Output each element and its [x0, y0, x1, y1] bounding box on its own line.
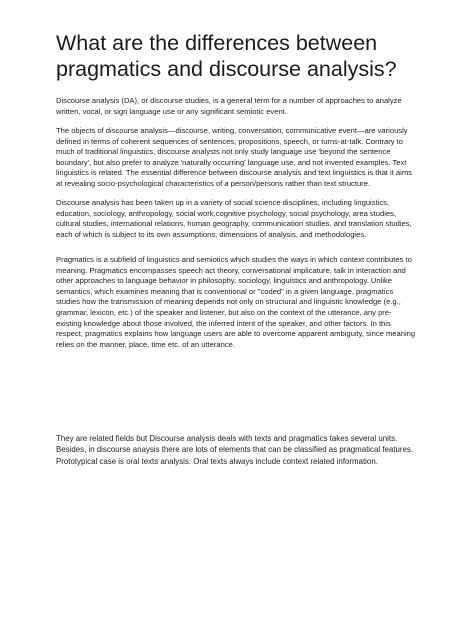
page-title: What are the differences between pragmatics and discourse analysis?: [56, 31, 397, 81]
paragraph-discourse-objects: The objects of discourse analysis—discourse, writing, conversation, communicative event—are variously defined in terms of coherent sequences of sentences, propositions, speech, or turns-at-talk. Contrary to much of traditional linguistics, discourse analysts not only study language use 'beyond the sentence boundary', but also prefer to analyze 'naturally occurring' language use, and not invented examples. Text linguistics is related. The essential difference between discourse analysis and text linguistics is that it aims at revealing socio-psychological characteristics of a person/persons rather than text structure.: [56, 126, 412, 188]
paragraph-discourse-disciplines: Discourse analysis has been taken up in a variety of social science disciplines, including linguistics, education, sociology, anthropology, social work,cognitive psychology, social psychology, area studies, cultural studies, international relations, human geography, communication studies, and translation studies, each of which is subject to its own assumptions, dimensions of analysis, and methodologies.: [56, 198, 412, 239]
paragraph-pragmatics-definition: Pragmatics is a subfield of linguistics and semiotics which studies the ways in which context contributes to meaning. Pragmatics encompasses speech act theory, conversational implicature, talk in interaction and other approaches to language behavior in philosophy, sociology, linguistics and anthropology. Unlike semantics, which examines meaning that is conventional or "coded" in a given language, pragmatics studies how the transmission of meaning depends not only on structural and linguistic knowledge (e.g., grammar, lexicon, etc.) of the speaker and listener, but also on the context of the utterance, any pre-existing knowledge about those involved, the inferred intent of the speaker, and other factors. In this respect, pragmatics explains how language users are able to overcome apparent ambiguity, since meaning relies on the manner, place, time etc. of an utterance.: [56, 255, 416, 349]
paragraph-comparison: They are related fields but Discourse analysis deals with texts and pragmatics takes several units. Besides, in discourse anaysis there are lots of elements that can be classified as pragmatical features. Prototypical case is oral texts analysis. Oral texts always include context related information.: [56, 434, 414, 466]
paragraph-discourse-analysis-definition: Discourse analysis (DA), or discourse studies, is a general term for a number of approaches to analyze written, vocal, or sign language use or any significant semiotic event.: [56, 96, 402, 116]
